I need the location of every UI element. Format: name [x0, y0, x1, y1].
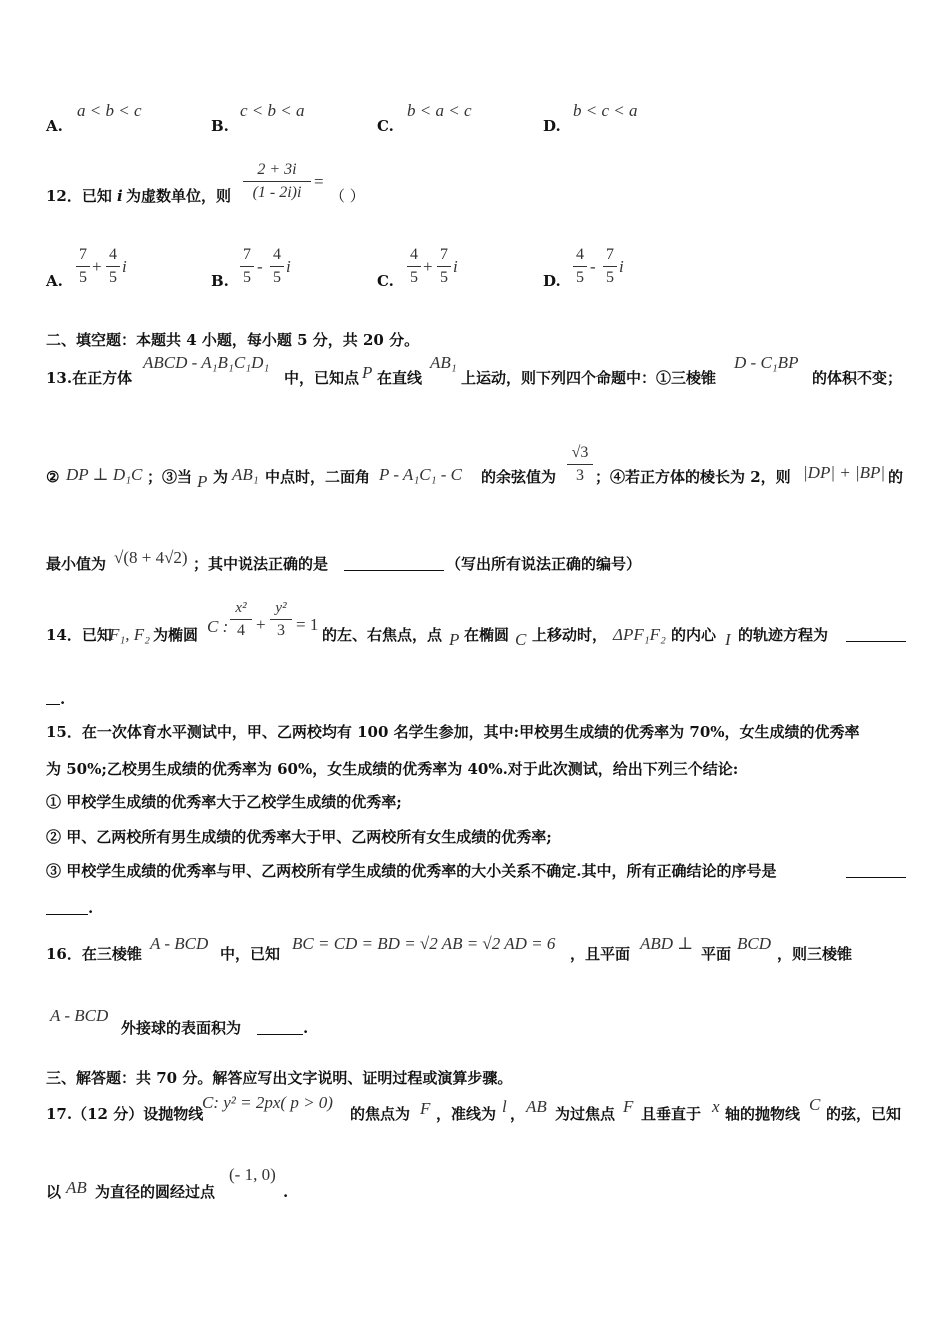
q14-ellipse-c: C :	[207, 617, 229, 636]
q14-answer-blank-cont	[46, 704, 60, 705]
q15-statement-3: ③ 甲校学生成绩的优秀率与甲、乙两校所有学生成绩的优秀率的大小关系不确定.其中，所有正确结论的序号是	[46, 862, 777, 880]
q12-c-i: i	[453, 257, 458, 276]
q12-frac-den: (1 - 2i)i	[252, 184, 302, 201]
q13-answer-blank[interactable]	[344, 570, 444, 571]
q15-statement-2: ② 甲、乙两校所有男生成绩的优秀率大于甲、乙两校所有女生成绩的优秀率;	[46, 828, 552, 846]
q12-b-d1: 5	[243, 269, 251, 286]
q12-paren: （ ）	[330, 187, 365, 205]
q14-frac-x	[230, 598, 252, 641]
q15-end: .	[88, 899, 94, 917]
q16-bcd: BCD	[737, 934, 771, 953]
q14-incenter: I	[725, 630, 731, 649]
q12-d-op: -	[590, 257, 596, 276]
q12-b-frac1	[240, 245, 254, 288]
q17-text-2: 的焦点为	[350, 1105, 411, 1123]
q12-a-frac2	[106, 245, 120, 288]
q14-foci: F₁, F₂	[109, 625, 151, 644]
q17-text-8: 的弦，已知	[826, 1105, 902, 1123]
q12-b-frac2	[270, 245, 284, 288]
q14-x2: x²	[235, 600, 247, 616]
q12-c-frac1	[407, 245, 421, 288]
q14-text-4: 在椭圆	[464, 626, 510, 644]
q12-b-n2: 4	[273, 246, 281, 263]
q12-option-c-label: C.	[377, 272, 394, 290]
q13-text-1: 13.在正方体	[46, 369, 133, 387]
q14-triangle: ΔPF₁F₂	[613, 625, 666, 644]
q17-text-4: ，	[510, 1105, 526, 1123]
q12-d-d2: 5	[606, 269, 614, 286]
q12-option-b-label: B.	[211, 272, 229, 290]
q16-tetra-2: A - BCD	[50, 1006, 109, 1025]
q14-y2: y²	[275, 600, 287, 616]
q12-d-i: i	[619, 257, 624, 276]
q17-text-7: 轴的抛物线	[725, 1105, 801, 1123]
q11-option-a-label: A.	[46, 117, 63, 135]
q17-end: .	[283, 1183, 289, 1201]
q13-line2-i: 的	[888, 468, 904, 486]
q12-frac-num: 2 + 3i	[257, 161, 297, 178]
q17-point: (- 1, 0)	[229, 1165, 276, 1184]
q13-cube: ABCD - A₁B₁C₁D₁	[143, 353, 270, 372]
q15-answer-blank-cont	[46, 914, 88, 915]
q16-text-3: ，且平面	[570, 945, 631, 963]
q13-cos-num: √3	[571, 444, 589, 461]
q12-c-d1: 5	[410, 269, 418, 286]
q12-d-n1: 4	[576, 246, 584, 263]
q17-line2-b: 为直径的圆经过点	[95, 1183, 216, 1201]
q17-text-6: 且垂直于	[641, 1105, 702, 1123]
q17-ab: AB	[526, 1097, 547, 1116]
q15-line-2: 为 50%;乙校男生成绩的优秀率为 60%，女生成绩的优秀率为 40%.对于此次测试，给出下列三个结论:	[46, 760, 739, 778]
q13-sum-expr: |DP| + |BP|	[803, 463, 886, 482]
section-2-heading: 二、填空题：本题共 4 小题，每小题 5 分，共 20 分。	[46, 331, 420, 349]
q14-end: .	[60, 690, 66, 708]
q13-perp: DP ⊥ D₁C	[66, 465, 143, 484]
q15-line-1: 15．在一次体育水平测试中，甲、乙两校均有 100 名学生参加，其中:甲校男生成绩的优秀率为 70%，女生成绩的优秀率	[46, 723, 860, 741]
q16-text-5: ，则三棱锥	[777, 945, 853, 963]
q13-line2-h: ；④若正方体的棱长为 2，则	[595, 468, 791, 486]
q13-item-2-mark: ②	[46, 468, 60, 486]
q17-text-5: 为过焦点	[555, 1105, 616, 1123]
q13-line2-p: P	[197, 472, 208, 491]
q12-b-n1: 7	[243, 246, 251, 263]
q16-tetra: A - BCD	[150, 934, 209, 953]
q15-statement-1: ① 甲校学生成绩的优秀率大于乙校学生成绩的优秀率;	[46, 793, 402, 811]
q13-point-p: P	[362, 363, 373, 382]
q14-text-7: 的轨迹方程为	[738, 626, 829, 644]
q13-line2-ab1: AB₁	[232, 465, 259, 484]
q13-text-3: 在直线	[377, 369, 423, 387]
q12-a-frac1	[76, 245, 90, 288]
q12-mid: 为虚数单位，则	[126, 187, 232, 205]
q14-eq1: = 1	[296, 615, 319, 634]
q14-plus: +	[256, 615, 266, 634]
q13-line-ab1: AB₁	[430, 353, 457, 372]
q17-directrix: l	[502, 1097, 507, 1116]
q16-abd: ABD ⊥	[640, 934, 694, 953]
q16-text-2: 中，已知	[220, 945, 281, 963]
q16-text-6: 外接球的表面积为	[121, 1019, 242, 1037]
q11-option-b-expr: c < b < a	[240, 101, 305, 120]
q12-option-a-label: A.	[46, 272, 63, 290]
q14-d3: 3	[277, 622, 285, 639]
q13-min-value: √(8 + 4√2)	[114, 548, 188, 567]
q12-d-n2: 7	[606, 246, 614, 263]
q13-cos-frac	[567, 443, 593, 486]
q17-text-3: ，准线为	[436, 1105, 497, 1123]
q12-c-n2: 7	[440, 246, 448, 263]
q17-x-axis: x	[712, 1097, 720, 1116]
q11-option-c-expr: b < a < c	[407, 101, 472, 120]
q12-c-op: +	[423, 257, 433, 276]
q13-line2-b: ；③当	[147, 468, 193, 486]
q14-c: C	[515, 630, 527, 649]
q12-b-d2: 5	[273, 269, 281, 286]
q16-text-1: 16．在三棱锥	[46, 945, 142, 963]
q14-text-3: 的左、右焦点，点	[322, 626, 443, 644]
q13-text-2: 中，已知点	[284, 369, 360, 387]
q12-a-d2: 5	[109, 269, 117, 286]
q12-c-n1: 4	[410, 246, 418, 263]
q12-b-i: i	[286, 257, 291, 276]
q12-a-n1: 7	[79, 246, 87, 263]
q13-line3-b: ；其中说法正确的是	[193, 555, 329, 573]
q14-text-1: 14．已知	[46, 626, 112, 644]
q13-cos-den: 3	[576, 467, 584, 484]
q13-tetra: D - C₁BP	[734, 353, 799, 372]
q12-d-frac1	[573, 245, 587, 288]
q17-parabola: C: y² = 2px( p > 0)	[202, 1093, 333, 1112]
q12-d-d1: 5	[576, 269, 584, 286]
q17-focus-2: F	[623, 1097, 634, 1116]
q11-option-d-label: D.	[543, 117, 561, 135]
q12-a-d1: 5	[79, 269, 87, 286]
q11-option-d-expr: b < c < a	[573, 101, 638, 120]
q16-end: .	[303, 1019, 309, 1037]
q12-b-op: -	[257, 257, 263, 276]
q13-line3-c: （写出所有说法正确的编号）	[446, 555, 642, 573]
q13-text-5: 的体积不变；	[812, 369, 903, 387]
q14-text-6: 的内心	[671, 626, 717, 644]
q16-text-4: 平面	[701, 945, 732, 963]
q12-option-d-label: D.	[543, 272, 561, 290]
q12-fraction	[243, 160, 311, 203]
q14-text-5: 上移动时，	[532, 626, 608, 644]
q16-answer-blank[interactable]	[257, 1034, 303, 1035]
q17-line2-a: 以	[46, 1183, 62, 1201]
q12-a-i: i	[122, 257, 127, 276]
q11-option-c-label: C.	[377, 117, 394, 135]
q12-c-frac2	[437, 245, 451, 288]
q17-focus: F	[420, 1099, 431, 1118]
q11-option-a-expr: a < b < c	[77, 101, 142, 120]
q12-a-n2: 4	[109, 246, 117, 263]
q12-i: i	[117, 187, 123, 205]
q14-frac-y	[270, 598, 292, 641]
q14-d4: 4	[237, 622, 245, 639]
q13-dihedral: P - A₁C₁ - C	[379, 465, 462, 484]
q13-text-4: 上运动，则下列四个命题中：①三棱锥	[461, 369, 717, 387]
q12-c-d2: 5	[440, 269, 448, 286]
q14-text-2: 为椭圆	[153, 626, 199, 644]
q13-line2-g: 的余弦值为	[481, 468, 557, 486]
q15-answer-blank[interactable]	[846, 877, 906, 878]
q14-answer-blank[interactable]	[846, 641, 906, 642]
q13-line2-f: 中点时，二面角	[265, 468, 371, 486]
q17-text-1: 17.（12 分）设抛物线	[46, 1105, 204, 1123]
q13-line3-a: 最小值为	[46, 555, 107, 573]
q14-p: P	[449, 630, 460, 649]
q12-equals: =	[314, 172, 324, 191]
q11-option-b-label: B.	[211, 117, 229, 135]
q12-a-op: +	[92, 257, 102, 276]
q12-prefix: 12．已知	[46, 187, 112, 205]
q17-ab-2: AB	[66, 1178, 87, 1197]
q17-c: C	[809, 1095, 821, 1114]
q13-line2-d: 为	[213, 468, 229, 486]
q12-d-frac2	[603, 245, 617, 288]
section-3-heading: 三、解答题：共 70 分。解答应写出文字说明、证明过程或演算步骤。	[46, 1069, 513, 1087]
q16-condition: BC = CD = BD = √2 AB = √2 AD = 6	[292, 934, 556, 953]
